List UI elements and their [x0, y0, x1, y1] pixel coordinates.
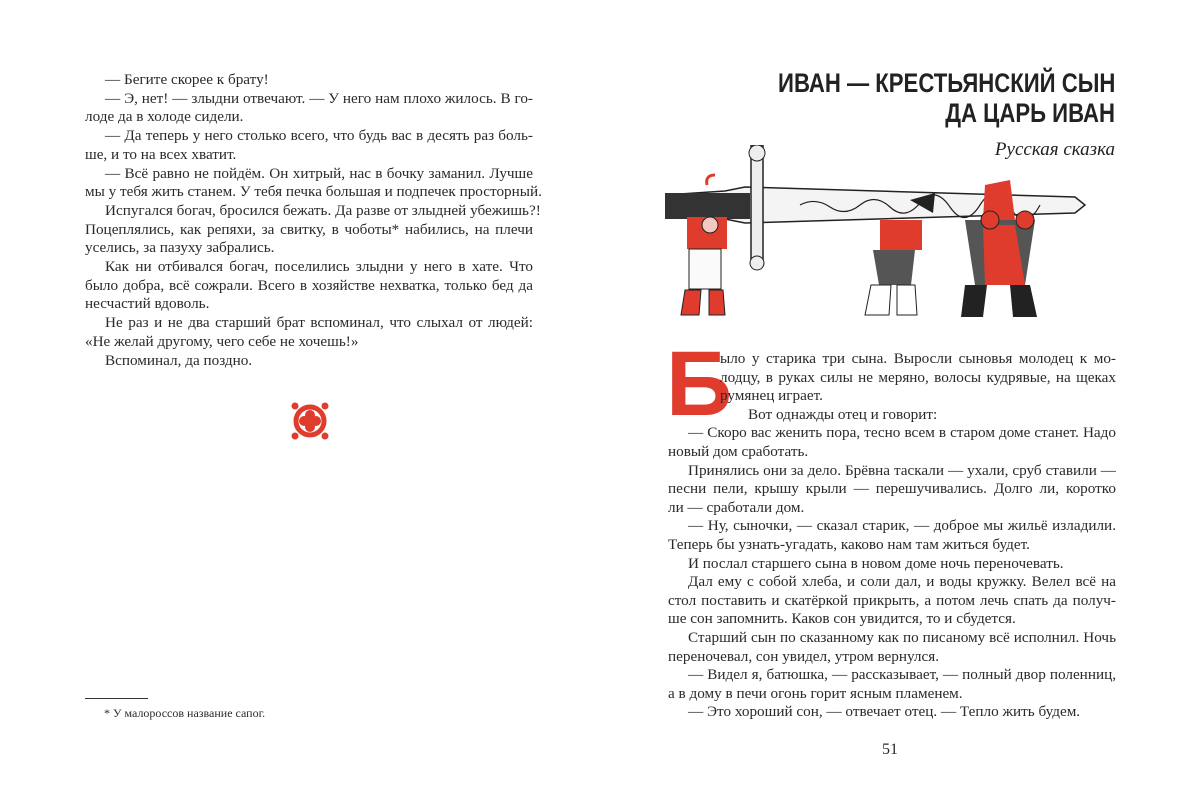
text-line: песни пели, крышу крыли — перешучивались. Долго ли, коротко	[668, 480, 1116, 498]
text-line: — Э, нет! — злыдни отвечают. — У него нам плохо жилось. В го-	[105, 89, 533, 107]
text-line: уселись, за пазуху забрались.	[85, 239, 275, 257]
ornament-icon	[290, 401, 330, 441]
text-line: было добра, всё сожрали. Всего в хозяйстве нехватка, только бед да	[85, 276, 533, 294]
text-line: ше сон запомнить. Каков сон увидится, то и сбудется.	[668, 610, 1016, 628]
text-line: лоде да в холоде сидели.	[85, 108, 244, 126]
text-line: — Видел я, батюшка, — рассказывает, — полный двор поленниц,	[688, 666, 1116, 684]
text-line: Не раз и не два старший брат вспоминал, что слыхал от людей:	[105, 314, 533, 332]
text-line: румянец играет.	[720, 387, 823, 405]
text-line: мы у тебя жить станем. У тебя печка большая и подпечек просторный.	[85, 183, 542, 201]
text-line: Дал ему с собой хлеба, и соли дал, и воды кружку. Велел всё на	[688, 573, 1116, 591]
text-line: несчастий вдоволь.	[85, 295, 210, 313]
text-line: — Ну, сыночки, — сказал старик, — доброе мы жильё изладили.	[688, 517, 1116, 535]
text-line: переночевал, сон увидел, утром вернулся.	[668, 647, 940, 665]
text-line: Поцеплялись, как репяхи, за свитку, в чоботы* набились, на плечи	[85, 220, 533, 238]
text-line: Вспоминал, да поздно.	[105, 351, 253, 369]
text-line: Принялись они за дело. Брёвна таскали — ухали, сруб ставили —	[688, 461, 1116, 479]
footnote-divider	[85, 698, 148, 699]
text-line: — Всё равно не пойдём. Он хитрый, нас в бочку заманил. Лучше	[105, 164, 533, 182]
text-line: Как ни отбивался богач, поселились злыдни у него в хате. Что	[105, 258, 533, 275]
text-line: стол поставить и скатёркой прикрыть, а потом лечь спать да получ-	[668, 591, 1116, 609]
text-line: Испугался богач, бросился бежать. Да разве от злыдней убежишь?!	[105, 201, 541, 219]
text-line: — Бегите скорее к брату!	[105, 71, 269, 88]
illustration-men-carrying-sword	[665, 145, 1090, 325]
text-line: новый дом сработать.	[668, 443, 809, 460]
text-line: ше, и то на всех хватит.	[85, 145, 237, 163]
chapter-title-line-1: ИВАН — КРЕСТЬЯНСКИЙ СЫН	[777, 68, 1115, 98]
text-line: а в дому в печи огонь горит ясным пламенем.	[668, 684, 963, 702]
drop-cap: Б	[666, 333, 733, 435]
page-number: 51	[882, 741, 898, 758]
chapter-subtitle: Русская сказка	[994, 139, 1115, 160]
text-line: Вот однажды отец и говорит:	[748, 405, 938, 423]
text-line: Теперь бы узнать-угадать, каково нам там житься будет.	[668, 536, 1030, 553]
footnote: * У малороссов название сапог.	[104, 706, 266, 720]
text-line: — Это хороший сон, — отвечает отец. — Тепло жить будем.	[688, 703, 1081, 721]
text-line: «Не желай другому, чего себе не хочешь!»	[85, 332, 359, 350]
text-line: — Да теперь у него столько всего, что будь вас в десять раз боль-	[105, 127, 533, 145]
right-page	[600, 0, 1200, 812]
text-line: И послал старшего сына в новом доме ночь переночевать.	[688, 554, 1064, 572]
text-line: лодцу, в руках силы не меряно, волосы кудрявые, на щеках	[720, 368, 1116, 386]
chapter-title-line-2: ДА ЦАРЬ ИВАН	[945, 98, 1115, 128]
text-line: ыло у старика три сына. Выросли сыновья молодец к мо-	[720, 350, 1116, 367]
text-line: Старший сын по сказанному как по писаному всё исполнил. Ночь	[688, 629, 1116, 646]
text-line: — Скоро вас женить пора, тесно всем в старом доме станет. Надо	[688, 424, 1116, 442]
text-line: ли — сработали дом.	[668, 498, 805, 516]
